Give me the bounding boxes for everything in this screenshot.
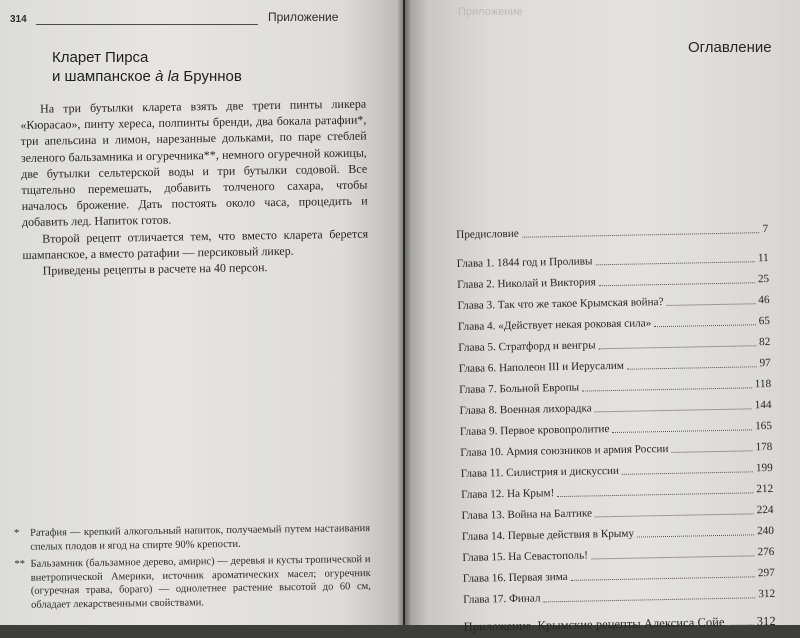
toc-leader-dots xyxy=(667,303,756,306)
recipe-body xyxy=(20,96,369,280)
toc-entry-page: 165 xyxy=(755,419,773,433)
toc-entry-title: Глава 10. Армия союзников и армия России xyxy=(460,442,669,459)
footnote xyxy=(14,522,370,554)
toc-entry-page: 7 xyxy=(762,223,769,236)
toc-leader-dots xyxy=(599,282,755,286)
toc-entry-page: 11 xyxy=(757,252,769,265)
toc-entry-page: 97 xyxy=(759,356,771,370)
toc-leader-dots xyxy=(571,576,755,581)
toc-leader-dots xyxy=(595,408,752,412)
toc-entry-page: 312 xyxy=(758,587,776,601)
toc-entry-title: Глава 8. Военная лихорадка xyxy=(459,402,592,417)
recipe-title-line-2 xyxy=(52,67,312,86)
toc-leader-dots xyxy=(654,324,755,327)
running-head-rule xyxy=(36,24,258,25)
paragraph: На три бутылки кларета взять две трети пинты ликера «Кюрасао», пинту хереса, полпинты бренди, два бокала ратафии*, три апельсина и лимон, нарезанные дольками, по паре стеблей зеленого бальзамника и огуречника**, немного огуречной кожицы, две бутылки сельтерской воды и три бутылки содовой. Все тщательно перемешать, добавить толченого сахара, чтобы началось брожение. Дать постоять около часа, процедить и добавить лед. Напиток готов. xyxy=(20,96,368,230)
recipe-title-prefix: и шампанское xyxy=(52,68,156,85)
toc-leader-dots xyxy=(582,387,752,391)
recipe-title-suffix: Бруннов xyxy=(179,68,242,85)
toc-appendix xyxy=(464,611,776,638)
toc-leader-dots xyxy=(544,597,756,602)
toc-leader-dots xyxy=(591,555,755,559)
toc-entry-title: Приложение. Крымские рецепты Алексиса Сойе xyxy=(463,614,725,634)
toc-entry-title: Глава 13. Война на Балтике xyxy=(461,507,593,522)
toc-entry-title: Глава 15. На Севастополь! xyxy=(462,549,589,564)
toc-entry-title: Глава 2. Николай и Виктория xyxy=(457,276,596,291)
toc-entry-page: 178 xyxy=(755,440,773,454)
toc-entry-page: 276 xyxy=(757,545,775,559)
toc-entry-title: Предисловие xyxy=(456,227,519,241)
toc-leader-dots xyxy=(622,471,753,475)
toc-entry-page: 118 xyxy=(754,377,772,391)
toc-entry-page: 144 xyxy=(754,398,772,412)
footnote-mark: ** xyxy=(14,559,26,571)
toc-entry-page: 199 xyxy=(755,461,773,475)
toc-entry-page: 65 xyxy=(758,314,771,328)
toc-entry-title: Глава 14. Первые действия в Крыму xyxy=(461,527,635,543)
toc-entry-title: Глава 6. Наполеон III и Иерусалим xyxy=(458,359,625,375)
toc-leader-dots xyxy=(627,366,757,369)
page-number: 314 xyxy=(10,14,27,25)
recipe-title xyxy=(52,48,312,86)
paragraph: Приведены рецепты в расчете на 40 персон. xyxy=(42,260,268,278)
footnote-text: Ратафия — крепкий алкогольный напиток, получаемый путем настаивания спелых плодов и ягод на спирте 90% крепости. xyxy=(30,523,371,553)
toc-leader-dots xyxy=(612,429,752,433)
paragraph: Второй рецепт отличается тем, что вместо кларета берется шампанское, а вместо ратафии — персиковый ликер. xyxy=(22,226,369,262)
recipe-title-italic: à la xyxy=(155,68,180,85)
toc-entry-page: 297 xyxy=(757,566,775,580)
footnote-text: Бальзамник (бальзамное дерево, амирис) — деревья и кусты тропической и внетропической Америки, источник ароматических масел; огуречник (огуречная трава, бораго) — однолетнее растение высотой до 60 см, обладает лекарственными свойствами. xyxy=(30,554,371,611)
toc-entry-title: Глава 5. Стратфорд и венгры xyxy=(458,339,596,354)
show-through-text: Приложение xyxy=(458,6,523,18)
toc-entry-title: Глава 16. Первая зима xyxy=(462,570,568,585)
toc-entry-title: Глава 3. Так что же такое Крымская война? xyxy=(457,296,664,312)
toc-leader-dots xyxy=(557,492,753,497)
toc-entry-page: 224 xyxy=(756,503,774,517)
toc-entry-title: Глава 1. 1844 год и Проливы xyxy=(456,255,593,270)
toc-entry-page: 240 xyxy=(757,524,775,538)
toc-entry-title: Глава 11. Силистрия и дискуссии xyxy=(460,464,620,480)
toc-leader-dots xyxy=(595,513,754,517)
footnote-mark: * xyxy=(14,527,20,539)
toc-leader-dots xyxy=(522,232,760,238)
toc-heading: Оглавление xyxy=(688,39,772,56)
left-page xyxy=(0,0,403,625)
toc-entry-title: Глава 9. Первое кровопролитие xyxy=(459,423,610,438)
toc-leader-dots xyxy=(599,345,757,349)
toc-entry-page: 312 xyxy=(756,613,776,629)
toc-entry-title: Глава 12. На Крым! xyxy=(461,487,555,501)
toc-entry-title: Глава 17. Финал xyxy=(463,592,541,606)
table-of-contents xyxy=(456,219,776,638)
toc-entry-title: Глава 4. «Действует некая роковая сила» xyxy=(457,317,652,333)
toc-entry-title: Глава 7. Больной Европы xyxy=(459,381,580,396)
toc-leader-dots xyxy=(596,261,755,265)
running-head-title: Приложение xyxy=(268,10,339,24)
book-gutter xyxy=(398,0,410,625)
toc-entry-page: 212 xyxy=(756,482,774,496)
recipe-title-line-1: Кларет Пирса xyxy=(52,49,149,66)
toc-leader-dots xyxy=(672,450,753,453)
toc-leader-dots xyxy=(637,534,754,537)
toc-entry-page: 46 xyxy=(758,293,770,307)
footnotes xyxy=(14,522,371,617)
toc-entry-page: 25 xyxy=(757,273,770,286)
footnote xyxy=(14,553,371,612)
toc-entry-page: 82 xyxy=(759,335,771,349)
